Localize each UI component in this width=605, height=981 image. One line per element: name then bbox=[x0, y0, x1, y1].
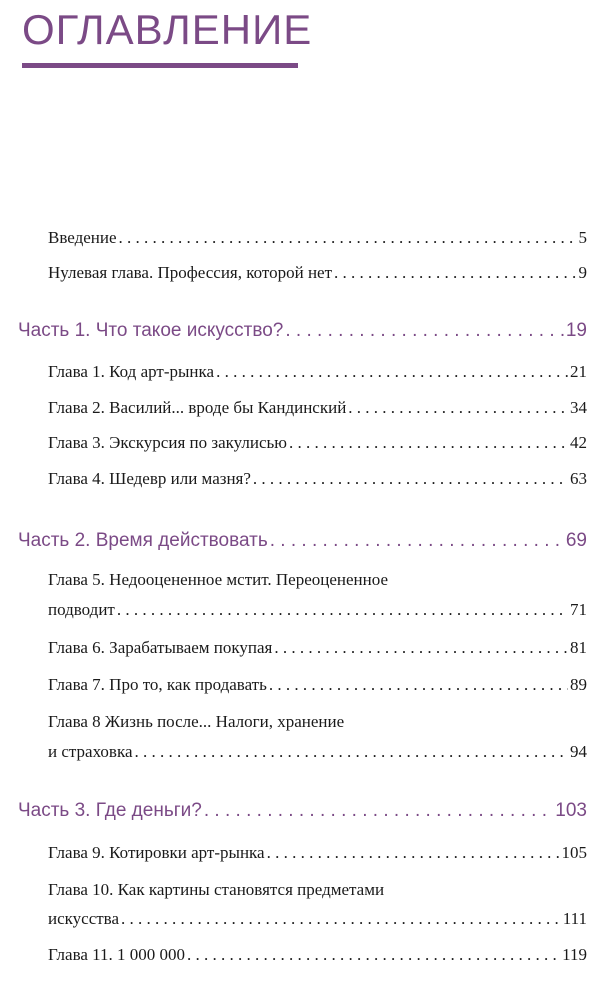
dot-leader bbox=[289, 432, 568, 454]
toc-entry-page: 9 bbox=[578, 263, 587, 282]
toc-chapter-2[interactable] bbox=[48, 397, 587, 419]
dot-leader bbox=[187, 944, 560, 966]
toc-chapter-8[interactable] bbox=[48, 741, 587, 763]
dot-leader bbox=[270, 530, 564, 552]
dot-leader bbox=[216, 361, 568, 383]
toc-entry-page: 94 bbox=[570, 742, 587, 761]
dot-leader bbox=[204, 800, 553, 822]
dot-leader bbox=[348, 397, 568, 419]
toc-entry-title: искусства bbox=[48, 909, 120, 928]
toc-entry-page: 81 bbox=[570, 638, 587, 657]
toc-part-1[interactable] bbox=[18, 320, 587, 342]
toc-entry-page: 89 bbox=[570, 675, 587, 694]
toc-chapter-6[interactable] bbox=[48, 637, 587, 659]
toc-entry-page: 111 bbox=[562, 909, 587, 928]
toc-chapter-9[interactable] bbox=[48, 842, 587, 864]
toc-part-page: 19 bbox=[565, 320, 587, 341]
dot-leader bbox=[253, 468, 568, 490]
toc-entry-title: Глава 9. Котировки арт-рынка bbox=[48, 843, 265, 862]
dot-leader bbox=[121, 908, 561, 930]
dot-leader bbox=[285, 320, 563, 342]
toc-chapter-5-line1: Глава 5. Недооцененное мстит. Переоцененное bbox=[48, 570, 388, 589]
dot-leader bbox=[119, 227, 577, 249]
toc-entry-title: Глава 6. Зарабатываем покупая bbox=[48, 638, 273, 657]
toc-entry-page: 42 bbox=[570, 433, 587, 452]
toc-entry-page: 119 bbox=[562, 945, 587, 964]
toc-entry-title: Глава 7. Про то, как продавать bbox=[48, 675, 267, 694]
toc-part-3[interactable] bbox=[18, 800, 587, 822]
toc-entry-page: 63 bbox=[570, 469, 587, 488]
toc-chapter-4[interactable] bbox=[48, 468, 587, 490]
toc-chapter-1[interactable] bbox=[48, 361, 587, 383]
toc-entry-title: Глава 4. Шедевр или мазня? bbox=[48, 469, 251, 488]
toc-entry-page: 105 bbox=[561, 843, 587, 862]
page-title: ОГЛАВЛЕНИЕ bbox=[22, 6, 313, 53]
title-underline bbox=[22, 63, 298, 68]
toc-part-title: Часть 1. Что такое искусство? bbox=[18, 320, 284, 341]
toc-entry-title: Глава 3. Экскурсия по закулисью bbox=[48, 433, 287, 452]
toc-entry-title: Введение bbox=[48, 228, 117, 247]
toc-entry-page: 5 bbox=[578, 228, 587, 247]
dot-leader bbox=[267, 842, 560, 864]
dot-leader bbox=[334, 262, 576, 284]
toc-chapter-5[interactable] bbox=[48, 599, 587, 621]
toc-chapter-8-line1: Глава 8 Жизнь после... Налоги, хранение bbox=[48, 712, 345, 731]
toc-chapter-3[interactable] bbox=[48, 432, 587, 454]
dot-leader bbox=[117, 599, 568, 621]
toc-chapter-11[interactable] bbox=[48, 944, 587, 966]
toc-entry-zero-chapter[interactable] bbox=[48, 262, 587, 284]
toc-chapter-10-line1: Глава 10. Как картины становятся предметами bbox=[48, 880, 385, 899]
toc-entry-title: Глава 2. Василий... вроде бы Кандинский bbox=[48, 398, 347, 417]
toc-entry-page: 34 bbox=[570, 398, 587, 417]
dot-leader bbox=[135, 741, 568, 763]
toc-part-title: Часть 2. Время действовать bbox=[18, 530, 268, 551]
dot-leader bbox=[274, 637, 568, 659]
toc-part-title: Часть 3. Где деньги? bbox=[18, 800, 202, 821]
toc-entry-title: подводит bbox=[48, 600, 115, 619]
toc-entry-title: и страховка bbox=[48, 742, 133, 761]
toc-entry-page: 71 bbox=[570, 600, 587, 619]
toc-entry-introduction[interactable] bbox=[48, 227, 587, 249]
toc-part-page: 103 bbox=[555, 800, 587, 821]
toc-entry-title: Нулевая глава. Профессия, которой нет bbox=[48, 263, 333, 282]
toc-entry-title: Глава 1. Код арт-рынка bbox=[48, 362, 215, 381]
toc-part-2[interactable] bbox=[18, 530, 587, 552]
toc-entry-page: 21 bbox=[570, 362, 587, 381]
toc-chapter-10[interactable] bbox=[48, 908, 587, 930]
toc-chapter-7[interactable] bbox=[48, 674, 587, 696]
dot-leader bbox=[269, 674, 568, 696]
toc-entry-title: Глава 11. 1 000 000 bbox=[48, 945, 186, 964]
toc-part-page: 69 bbox=[565, 530, 587, 551]
